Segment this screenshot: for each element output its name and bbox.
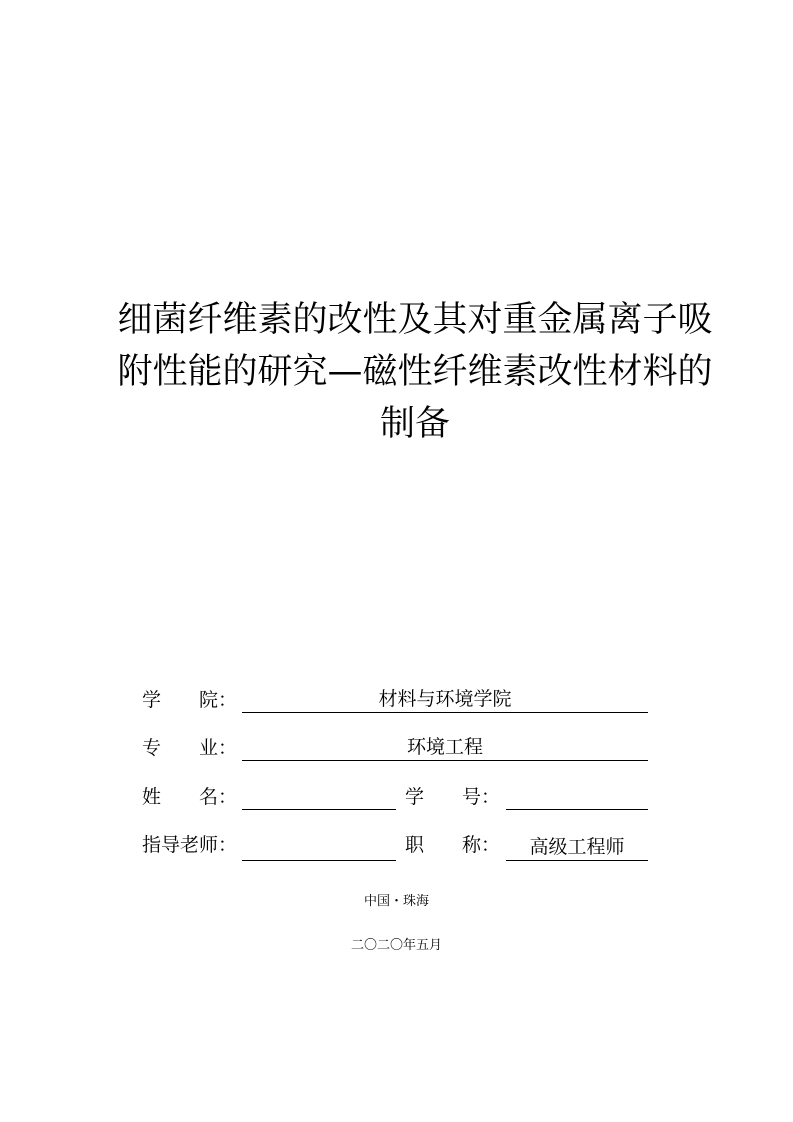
date-text: 二〇二〇年五月 (350, 938, 442, 953)
college-label: 学 院： (142, 689, 238, 711)
major-label: 专 业： (142, 737, 238, 759)
title-line-3: 制备 (379, 404, 450, 444)
professional-title-field: 高级工程师 (506, 834, 648, 861)
advisor-field (242, 834, 396, 861)
advisor-label: 指导老师： (142, 834, 238, 856)
title-line-1: 细菌纤维素的改性及其对重金属离子吸 (117, 300, 713, 340)
student-id-label: 学 号： (405, 786, 501, 808)
professional-title-label: 职 称： (405, 834, 501, 856)
location-text: 中国・珠海 (363, 894, 429, 909)
major-field: 环境工程 (242, 734, 648, 761)
name-field (242, 783, 396, 810)
title-line-2: 附性能的研究—磁性纤维素改性材料的 (117, 352, 713, 392)
name-label: 姓 名： (142, 786, 238, 808)
student-id-field (506, 783, 648, 810)
college-field: 材料与环境学院 (242, 686, 648, 713)
thesis-title (100, 294, 730, 450)
